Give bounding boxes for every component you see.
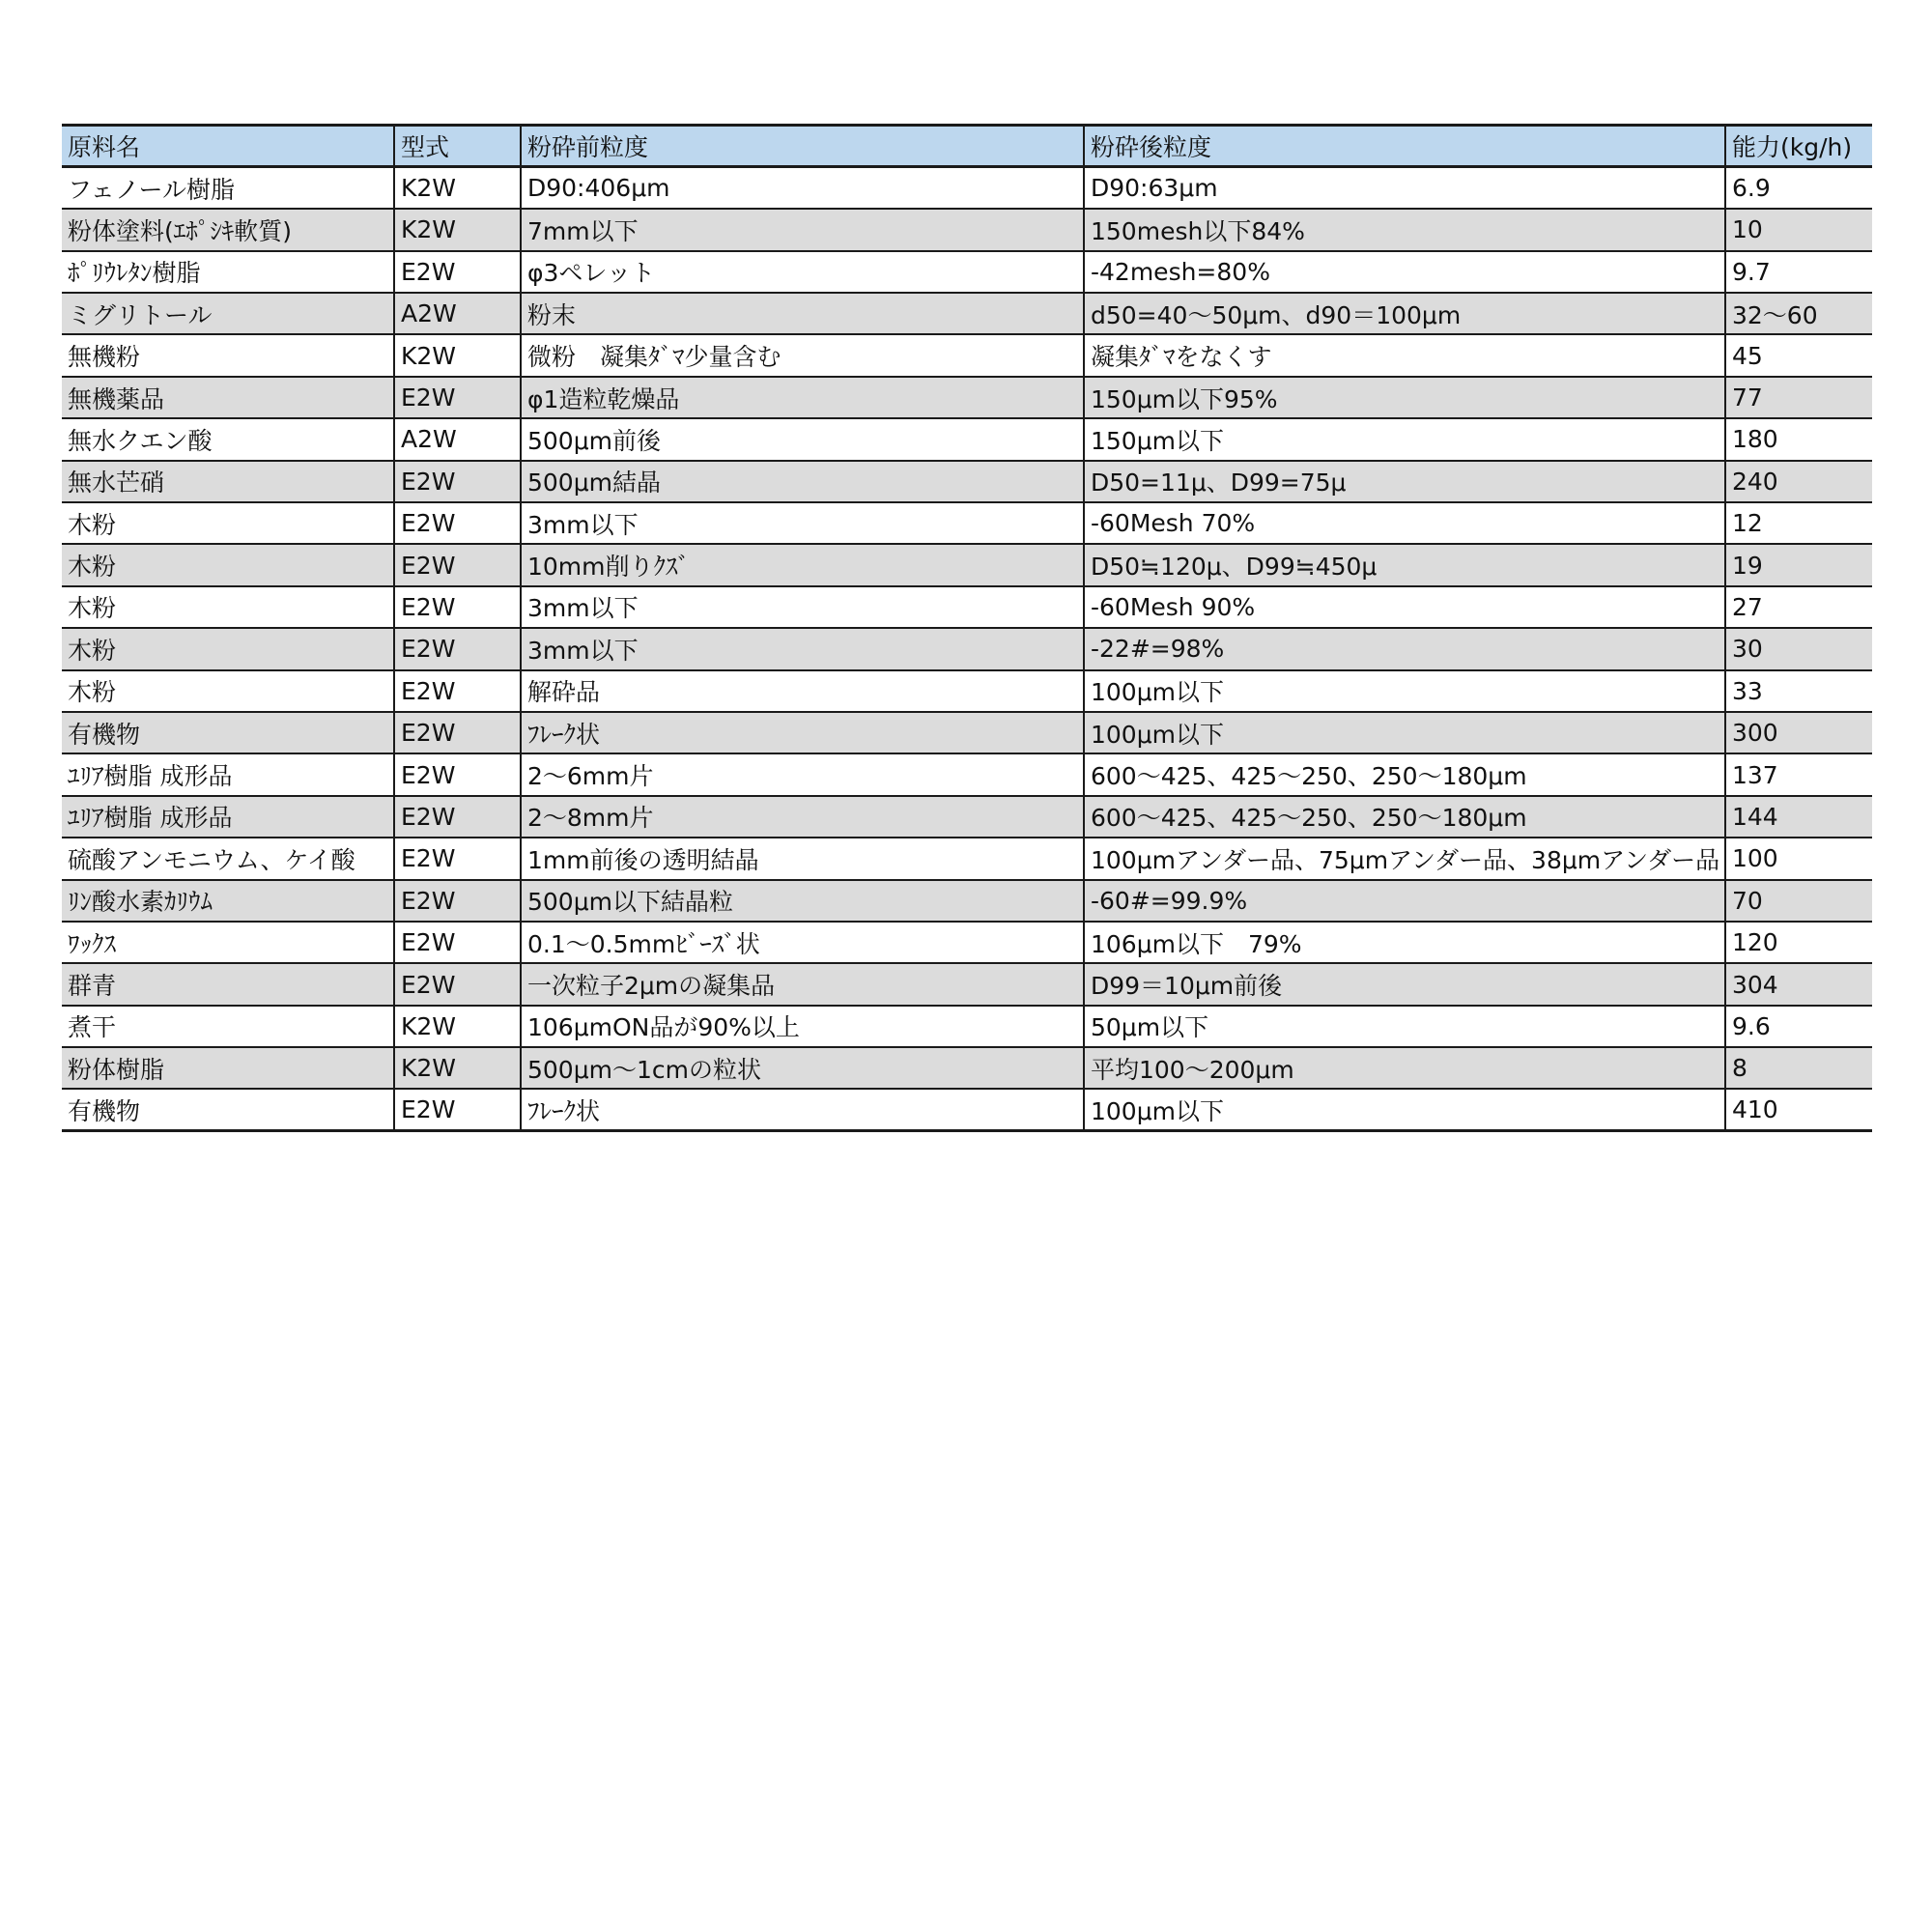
cell-size-after: 100μm以下: [1084, 1089, 1725, 1130]
cell-size-before: 2～8mm片: [521, 796, 1084, 838]
cell-model: A2W: [394, 293, 521, 334]
cell-model: E2W: [394, 838, 521, 879]
cell-model: A2W: [394, 418, 521, 460]
cell-size-before: D90:406μm: [521, 167, 1084, 209]
table-row: [62, 712, 1872, 753]
table-row: [62, 377, 1872, 418]
cell-capacity: 304: [1725, 963, 1872, 1005]
cell-model: E2W: [394, 544, 521, 585]
table-row: [62, 670, 1872, 712]
table-row: [62, 1006, 1872, 1047]
cell-material-name: ﾜｯｸｽ: [62, 922, 394, 963]
cell-size-after: 150mesh以下84%: [1084, 209, 1725, 250]
cell-size-after: D99＝10μm前後: [1084, 963, 1725, 1005]
cell-size-after: 106μm以下 79%: [1084, 922, 1725, 963]
cell-material-name: 粉体樹脂: [62, 1047, 394, 1089]
cell-size-after: 150μm以下95%: [1084, 377, 1725, 418]
table-row: [62, 1047, 1872, 1089]
cell-capacity: 33: [1725, 670, 1872, 712]
cell-size-after: 100μm以下: [1084, 670, 1725, 712]
table-row: [62, 1089, 1872, 1130]
cell-material-name: ﾕﾘｱ樹脂 成形品: [62, 753, 394, 795]
cell-size-after: -60Mesh 90%: [1084, 586, 1725, 628]
cell-material-name: 木粉: [62, 586, 394, 628]
cell-model: E2W: [394, 628, 521, 669]
cell-capacity: 12: [1725, 502, 1872, 544]
cell-model: K2W: [394, 334, 521, 376]
cell-size-before: 3mm以下: [521, 628, 1084, 669]
cell-material-name: ミグリトール: [62, 293, 394, 334]
cell-capacity: 8: [1725, 1047, 1872, 1089]
table-row: [62, 544, 1872, 585]
cell-capacity: 120: [1725, 922, 1872, 963]
cell-model: E2W: [394, 922, 521, 963]
header-row: [62, 126, 1872, 167]
cell-size-before: 7mm以下: [521, 209, 1084, 250]
header-size-after: 粉砕後粒度: [1084, 126, 1725, 167]
table-row: [62, 293, 1872, 334]
cell-material-name: 有機物: [62, 712, 394, 753]
table-row: [62, 963, 1872, 1005]
cell-size-before: 10mm削りｸｽﾞ: [521, 544, 1084, 585]
table-row: [62, 796, 1872, 838]
header-material-name: 原料名: [62, 126, 394, 167]
cell-size-before: 500μm～1cmの粒状: [521, 1047, 1084, 1089]
cell-size-after: 凝集ﾀﾞﾏをなくす: [1084, 334, 1725, 376]
cell-size-before: 2～6mm片: [521, 753, 1084, 795]
cell-model: E2W: [394, 712, 521, 753]
table-row: [62, 628, 1872, 669]
cell-material-name: 木粉: [62, 544, 394, 585]
cell-size-before: 106μmON品が90%以上: [521, 1006, 1084, 1047]
cell-capacity: 27: [1725, 586, 1872, 628]
cell-size-before: 解砕品: [521, 670, 1084, 712]
cell-material-name: 硫酸アンモニウム、ケイ酸: [62, 838, 394, 879]
cell-material-name: 木粉: [62, 502, 394, 544]
cell-size-after: d50=40～50μm、d90＝100μm: [1084, 293, 1725, 334]
table-row: [62, 753, 1872, 795]
table-row: [62, 880, 1872, 922]
cell-capacity: 100: [1725, 838, 1872, 879]
cell-material-name: 無水芒硝: [62, 461, 394, 502]
cell-size-before: 500μm前後: [521, 418, 1084, 460]
cell-model: K2W: [394, 209, 521, 250]
cell-size-before: 0.1～0.5mmﾋﾞｰｽﾞ状: [521, 922, 1084, 963]
cell-capacity: 30: [1725, 628, 1872, 669]
cell-size-after: -60#=99.9%: [1084, 880, 1725, 922]
table-row: [62, 251, 1872, 293]
cell-size-after: 平均100～200μm: [1084, 1047, 1725, 1089]
cell-size-after: -42mesh=80%: [1084, 251, 1725, 293]
cell-model: E2W: [394, 796, 521, 838]
cell-size-before: 500μm結晶: [521, 461, 1084, 502]
cell-size-before: 1mm前後の透明結晶: [521, 838, 1084, 879]
cell-size-after: 600～425、425～250、250～180μm: [1084, 796, 1725, 838]
cell-model: E2W: [394, 377, 521, 418]
cell-material-name: 粉体塗料(ｴﾎﾟｼｷ軟質): [62, 209, 394, 250]
cell-capacity: 410: [1725, 1089, 1872, 1130]
cell-material-name: 木粉: [62, 628, 394, 669]
cell-size-after: 600～425、425～250、250～180μm: [1084, 753, 1725, 795]
cell-model: E2W: [394, 753, 521, 795]
cell-size-after: D50≒120μ、D99≒450μ: [1084, 544, 1725, 585]
cell-capacity: 137: [1725, 753, 1872, 795]
header-size-before: 粉砕前粒度: [521, 126, 1084, 167]
cell-size-after: 100μmアンダー品、75μmアンダー品、38μmアンダー品: [1084, 838, 1725, 879]
cell-material-name: 木粉: [62, 670, 394, 712]
cell-material-name: フェノール樹脂: [62, 167, 394, 209]
cell-size-before: 3mm以下: [521, 586, 1084, 628]
cell-capacity: 6.9: [1725, 167, 1872, 209]
cell-size-before: φ3ペレット: [521, 251, 1084, 293]
cell-size-after: D50=11μ、D99=75μ: [1084, 461, 1725, 502]
cell-size-after: D90:63μm: [1084, 167, 1725, 209]
cell-model: K2W: [394, 167, 521, 209]
table-row: [62, 838, 1872, 879]
cell-size-before: 3mm以下: [521, 502, 1084, 544]
table-row: [62, 502, 1872, 544]
cell-size-after: -60Mesh 70%: [1084, 502, 1725, 544]
table-body: [62, 167, 1872, 1131]
cell-capacity: 180: [1725, 418, 1872, 460]
cell-material-name: 有機物: [62, 1089, 394, 1130]
table-row: [62, 418, 1872, 460]
cell-material-name: ﾎﾟﾘｳﾚﾀﾝ樹脂: [62, 251, 394, 293]
cell-size-after: 50μm以下: [1084, 1006, 1725, 1047]
cell-capacity: 300: [1725, 712, 1872, 753]
cell-capacity: 9.6: [1725, 1006, 1872, 1047]
cell-size-after: 150μm以下: [1084, 418, 1725, 460]
cell-model: K2W: [394, 1006, 521, 1047]
cell-material-name: ﾕﾘｱ樹脂 成形品: [62, 796, 394, 838]
cell-capacity: 9.7: [1725, 251, 1872, 293]
cell-size-before: φ1造粒乾燥品: [521, 377, 1084, 418]
cell-model: E2W: [394, 586, 521, 628]
cell-material-name: 無機粉: [62, 334, 394, 376]
cell-size-after: -22#=98%: [1084, 628, 1725, 669]
cell-capacity: 70: [1725, 880, 1872, 922]
cell-model: E2W: [394, 880, 521, 922]
cell-model: E2W: [394, 502, 521, 544]
cell-size-before: 粉末: [521, 293, 1084, 334]
table-row: [62, 334, 1872, 376]
cell-capacity: 240: [1725, 461, 1872, 502]
cell-model: E2W: [394, 963, 521, 1005]
cell-model: E2W: [394, 251, 521, 293]
cell-model: E2W: [394, 461, 521, 502]
table-row: [62, 209, 1872, 250]
cell-size-before: 500μm以下結晶粒: [521, 880, 1084, 922]
cell-capacity: 19: [1725, 544, 1872, 585]
cell-material-name: 煮干: [62, 1006, 394, 1047]
cell-model: E2W: [394, 1089, 521, 1130]
cell-material-name: 無水クエン酸: [62, 418, 394, 460]
cell-material-name: 群青: [62, 963, 394, 1005]
cell-capacity: 144: [1725, 796, 1872, 838]
cell-material-name: 無機薬品: [62, 377, 394, 418]
table-row: [62, 167, 1872, 209]
cell-capacity: 77: [1725, 377, 1872, 418]
header-capacity: 能力(kg/h): [1725, 126, 1872, 167]
cell-size-after: 100μm以下: [1084, 712, 1725, 753]
cell-size-before: 微粉 凝集ﾀﾞﾏ少量含む: [521, 334, 1084, 376]
table-row: [62, 586, 1872, 628]
cell-size-before: ﾌﾚｰｸ状: [521, 712, 1084, 753]
cell-capacity: 32～60: [1725, 293, 1872, 334]
cell-model: K2W: [394, 1047, 521, 1089]
table-row: [62, 922, 1872, 963]
cell-size-before: 一次粒子2μmの凝集品: [521, 963, 1084, 1005]
cell-capacity: 45: [1725, 334, 1872, 376]
cell-size-before: ﾌﾚｰｸ状: [521, 1089, 1084, 1130]
cell-model: E2W: [394, 670, 521, 712]
cell-material-name: ﾘﾝ酸水素ｶﾘｳﾑ: [62, 880, 394, 922]
cell-capacity: 10: [1725, 209, 1872, 250]
table-row: [62, 461, 1872, 502]
header-model: 型式: [394, 126, 521, 167]
grinding-results-table: [62, 124, 1872, 1132]
